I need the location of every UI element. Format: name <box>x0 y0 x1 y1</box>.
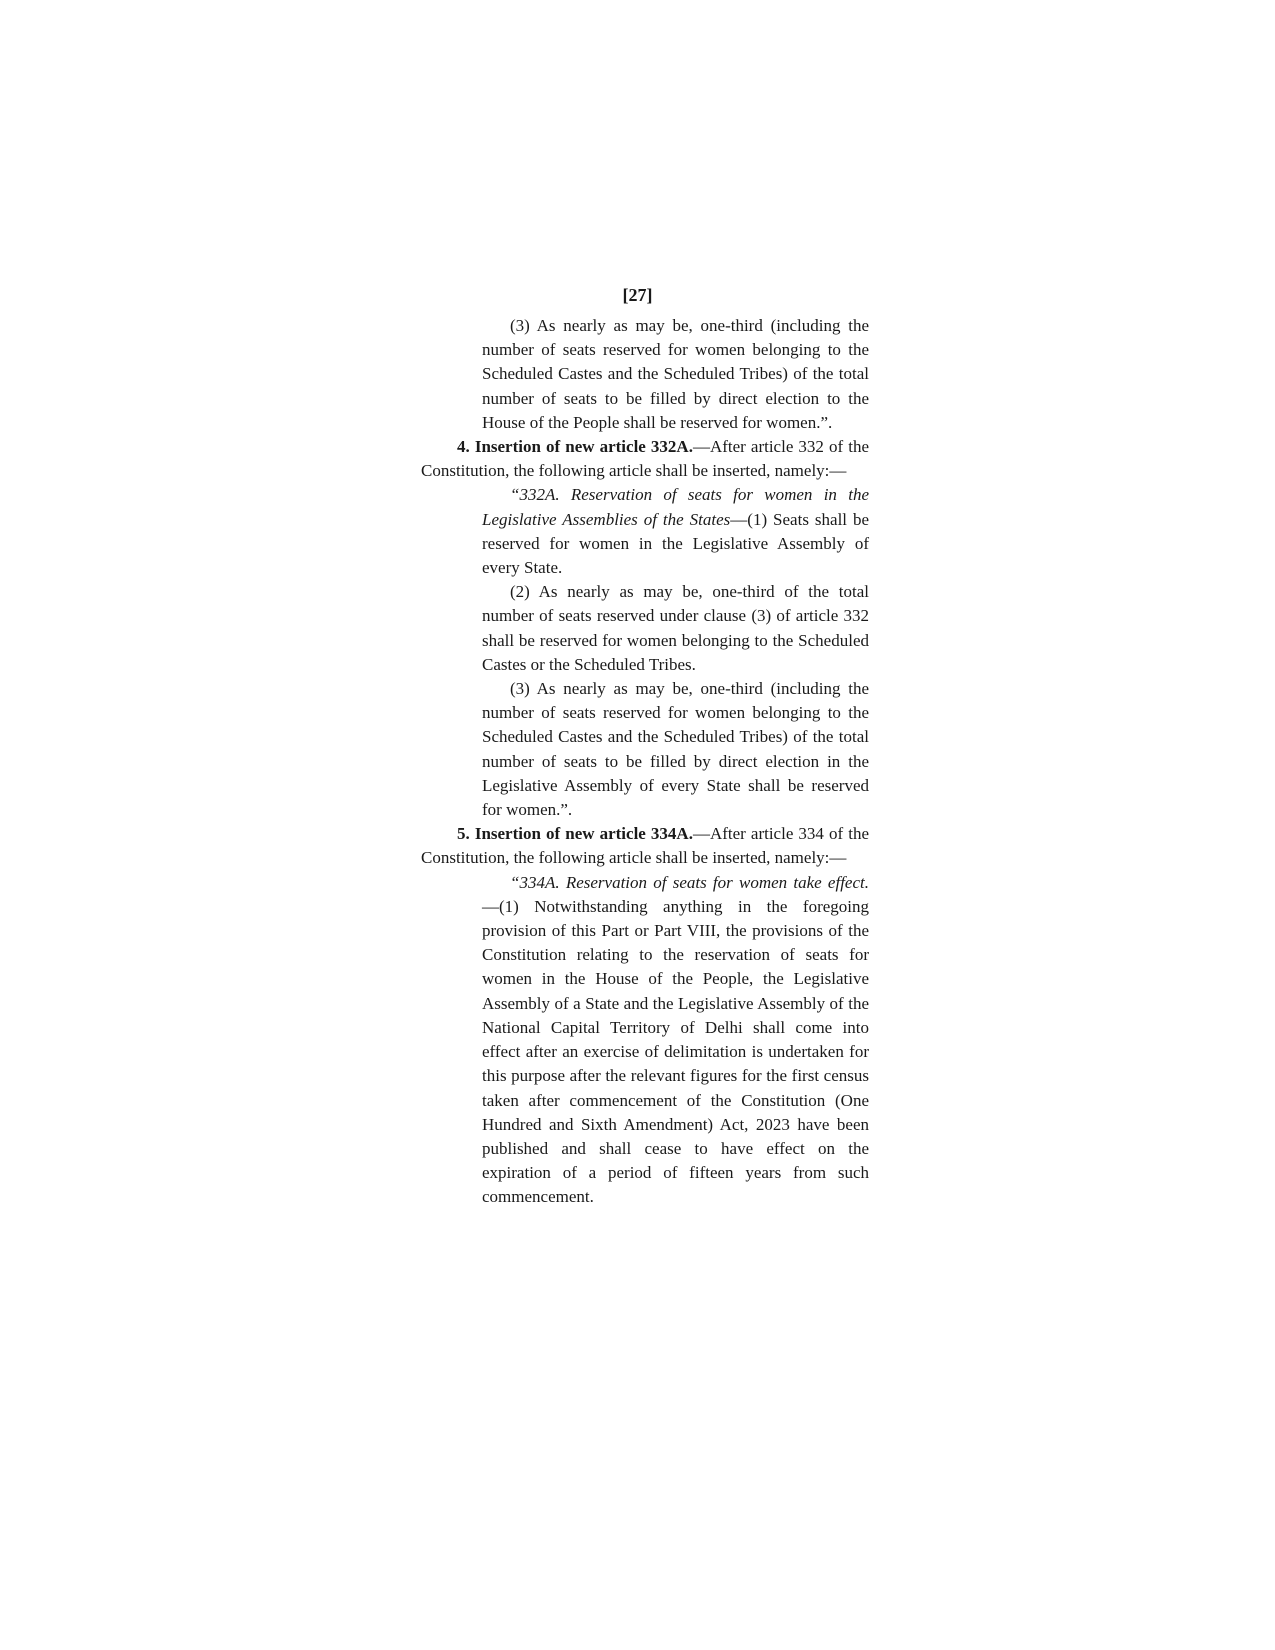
article-332a-clause-2: (2) As nearly as may be, one-third of the total number of seats reserved under clause (3) of article 332 shall be reserved for women belonging to the Scheduled Castes or the Scheduled Tribes. <box>482 582 869 674</box>
section-5-heading: 5. Insertion of new article 334A. <box>457 824 693 844</box>
section-5-text: —After article 334 of the Constitution, the following article shall be inserted, namely:— <box>421 824 870 868</box>
article-334a-clause-1-text: —(1) Notwithstanding anything in the foregoing provision of this Part or Part VIII, the provisions of the Constitution relating to the reservation of seats for women in the House of the People, the Legislative Assembly of a State and the Legislative Assembly of the National Capital Territory of Delhi shall come into effect after an exercise of delimitation is undertaken for this purpose after the relevant figures for the first census taken after commencement of the Constitution (One Hundred and Sixth Amendment) Act, 2023 have been published and shall cease to have effect on the expiration of a period of fifteen years from such commencement. <box>482 896 869 1207</box>
continued-clause-3: (3) As nearly as may be, one-third (including the number of seats reserved for women belonging to the Scheduled Castes and the Scheduled Tribes) of the total number of seats to be filled by direct election to the House of the People shall be reserved for women.”. <box>482 316 869 432</box>
section-5 <box>421 822 869 870</box>
section-4-text: —After article 332 of the Constitution, the following article shall be inserted, namely:— <box>421 437 870 481</box>
article-332a-clause-1 <box>482 483 869 580</box>
article-332a-clause-3: (3) As nearly as may be, one-third (including the number of seats reserved for women belonging to the Scheduled Castes and the Scheduled Tribes) of the total number of seats to be filled by direct election in the Legislative Assembly of every State shall be reserved for women.”. <box>482 679 869 820</box>
page-number: [27] <box>622 285 653 305</box>
article-334a-title: “334A. Reservation of seats for women take effect. <box>510 872 869 892</box>
article-334a-clause-1 <box>482 871 869 1210</box>
article-332a-title: “332A. Reservation of seats for women in the Legislative Assemblies of the States <box>482 485 869 529</box>
section-4-heading: 4. Insertion of new article 332A. <box>457 437 693 457</box>
section-4 <box>421 435 869 483</box>
article-332a-clause-1-text: —(1) Seats shall be reserved for women in the Legislative Assembly of every State. <box>482 509 870 578</box>
document-body <box>421 314 869 1210</box>
